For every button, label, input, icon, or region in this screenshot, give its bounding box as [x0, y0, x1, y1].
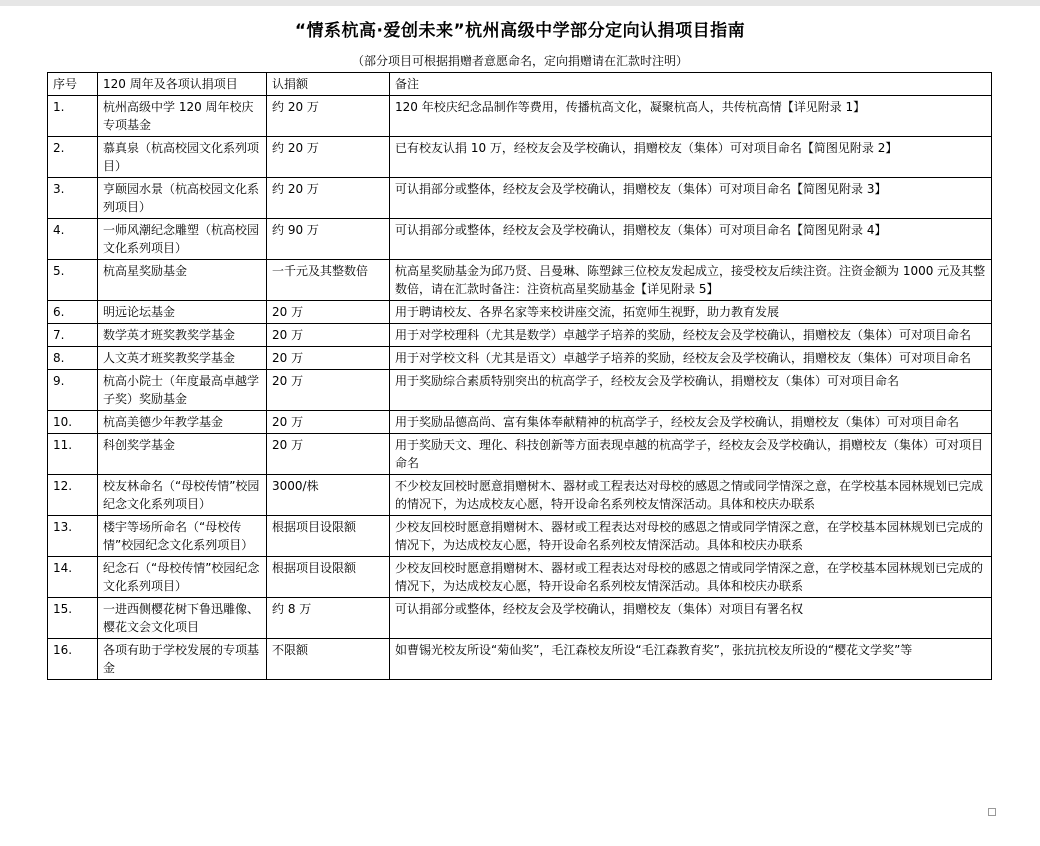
row-project: 一进西侧樱花树下鲁迅雕像、樱花文会文化项目 — [98, 598, 267, 639]
row-number: 3. — [48, 178, 98, 219]
window-top-edge — [0, 0, 1040, 6]
row-note: 可认捐部分或整体，经校友会及学校确认，捐赠校友（集体）可对项目命名【简图见附录 3】 — [390, 178, 992, 219]
row-number: 11. — [48, 434, 98, 475]
row-amount: 20 万 — [267, 324, 390, 347]
row-note: 少校友回校时愿意捐赠树木、器材或工程表达对母校的感恩之情或同学情深之意，在学校基本园林规划已完成的情况下，为达成校友心愿，特开设命名系列校友情深活动。具体和校庆办联系 — [390, 557, 992, 598]
table-row — [48, 639, 992, 680]
row-project: 慕真泉（杭高校园文化系列项目） — [98, 137, 267, 178]
table-row — [48, 475, 992, 516]
row-project: 一师风潮纪念雕塑（杭高校园文化系列项目） — [98, 219, 267, 260]
header-amount: 认捐额 — [267, 73, 390, 96]
row-note: 可认捐部分或整体，经校友会及学校确认，捐赠校友（集体）可对项目命名【简图见附录 4】 — [390, 219, 992, 260]
row-amount: 约 90 万 — [267, 219, 390, 260]
row-project: 数学英才班奖教奖学基金 — [98, 324, 267, 347]
row-number: 13. — [48, 516, 98, 557]
row-note: 用于奖励天文、理化、科技创新等方面表现卓越的杭高学子，经校友会及学校确认，捐赠校友（集体）可对项目命名 — [390, 434, 992, 475]
row-amount: 约 8 万 — [267, 598, 390, 639]
row-project: 明远论坛基金 — [98, 301, 267, 324]
row-note: 可认捐部分或整体，经校友会及学校确认，捐赠校友（集体）对项目有署名权 — [390, 598, 992, 639]
row-number: 4. — [48, 219, 98, 260]
page-subtitle: （部分项目可根据捐赠者意愿命名，定向捐赠请在汇款时注明） — [351, 54, 688, 68]
row-amount: 20 万 — [267, 411, 390, 434]
row-note: 用于奖励品德高尚、富有集体奉献精神的杭高学子，经校友会及学校确认，捐赠校友（集体）可对项目命名 — [390, 411, 992, 434]
table-row — [48, 411, 992, 434]
row-project: 校友林命名（“母校传情”校园纪念文化系列项目） — [98, 475, 267, 516]
row-number: 14. — [48, 557, 98, 598]
row-number: 6. — [48, 301, 98, 324]
row-amount: 20 万 — [267, 301, 390, 324]
header-note: 备注 — [390, 73, 992, 96]
table-row — [48, 96, 992, 137]
row-number: 16. — [48, 639, 98, 680]
row-number: 8. — [48, 347, 98, 370]
table-row — [48, 137, 992, 178]
header-project: 120 周年及各项认捐项目 — [98, 73, 267, 96]
row-project: 杭高小院士（年度最高卓越学子奖）奖励基金 — [98, 370, 267, 411]
header-number: 序号 — [48, 73, 98, 96]
row-project: 科创奖学基金 — [98, 434, 267, 475]
row-note: 120 年校庆纪念品制作等费用，传播杭高文化，凝聚杭高人，共传杭高情【详见附录 1】 — [390, 96, 992, 137]
table-row — [48, 516, 992, 557]
row-note: 用于奖励综合素质特别突出的杭高学子，经校友会及学校确认，捐赠校友（集体）可对项目命名 — [390, 370, 992, 411]
table-row — [48, 301, 992, 324]
table-row — [48, 598, 992, 639]
row-amount: 约 20 万 — [267, 137, 390, 178]
row-amount: 约 20 万 — [267, 96, 390, 137]
row-number: 5. — [48, 260, 98, 301]
row-amount: 一千元及其整数倍 — [267, 260, 390, 301]
row-number: 10. — [48, 411, 98, 434]
row-amount: 3000/株 — [267, 475, 390, 516]
row-number: 9. — [48, 370, 98, 411]
table-row — [48, 219, 992, 260]
row-project: 亨颐园水景（杭高校园文化系列项目） — [98, 178, 267, 219]
row-project: 杭高美德少年教学基金 — [98, 411, 267, 434]
table-resize-handle[interactable] — [988, 808, 996, 816]
row-amount: 约 20 万 — [267, 178, 390, 219]
table-row — [48, 557, 992, 598]
row-number: 2. — [48, 137, 98, 178]
table-header-row — [48, 73, 992, 96]
table-row — [48, 260, 992, 301]
row-note: 如曹锡光校友所设“菊仙奖”，毛江森校友所设“毛江森教育奖”，张抗抗校友所设的“樱花文学奖”等 — [390, 639, 992, 680]
donation-project-table — [47, 72, 992, 680]
row-project: 人文英才班奖教奖学基金 — [98, 347, 267, 370]
table-row — [48, 370, 992, 411]
row-project: 纪念石（“母校传情”校园纪念文化系列项目） — [98, 557, 267, 598]
page-title: “情系杭高·爱创未来”杭州高级中学部分定向认捐项目指南 — [294, 21, 746, 41]
row-number: 7. — [48, 324, 98, 347]
row-number: 12. — [48, 475, 98, 516]
row-project: 杭州高级中学 120 周年校庆专项基金 — [98, 96, 267, 137]
row-amount: 20 万 — [267, 347, 390, 370]
row-project: 楼宇等场所命名（“母校传情”校园纪念文化系列项目） — [98, 516, 267, 557]
row-note: 少校友回校时愿意捐赠树木、器材或工程表达对母校的感恩之情或同学情深之意，在学校基本园林规划已完成的情况下，为达成校友心愿，特开设命名系列校友情深活动。具体和校庆办联系 — [390, 516, 992, 557]
row-amount: 根据项目设限额 — [267, 557, 390, 598]
row-note: 用于聘请校友、各界名家等来校讲座交流，拓宽师生视野，助力教育发展 — [390, 301, 992, 324]
row-number: 15. — [48, 598, 98, 639]
table-row — [48, 434, 992, 475]
row-note: 杭高星奖励基金为邱乃贤、吕曼琳、陈塑銶三位校友发起成立，接受校友后续注资。注资金额为 1000 元及其整数倍，请在汇款时备注：注资杭高星奖励基金【详见附录 5】 — [390, 260, 992, 301]
row-note: 用于对学校理科（尤其是数学）卓越学子培养的奖励，经校友会及学校确认，捐赠校友（集体）可对项目命名 — [390, 324, 992, 347]
row-note: 不少校友回校时愿意捐赠树木、器材或工程表达对母校的感恩之情或同学情深之意，在学校基本园林规划已完成的情况下，为达成校友心愿，特开设命名系列校友情深活动。具体和校庆办联系 — [390, 475, 992, 516]
row-number: 1. — [48, 96, 98, 137]
row-project: 杭高星奖励基金 — [98, 260, 267, 301]
row-amount: 20 万 — [267, 370, 390, 411]
table-row — [48, 347, 992, 370]
table-row — [48, 178, 992, 219]
row-note: 已有校友认捐 10 万，经校友会及学校确认，捐赠校友（集体）可对项目命名【简图见附录 2】 — [390, 137, 992, 178]
row-project: 各项有助于学校发展的专项基金 — [98, 639, 267, 680]
row-amount: 根据项目设限额 — [267, 516, 390, 557]
row-amount: 20 万 — [267, 434, 390, 475]
table-row — [48, 324, 992, 347]
row-amount: 不限额 — [267, 639, 390, 680]
row-note: 用于对学校文科（尤其是语文）卓越学子培养的奖励，经校友会及学校确认，捐赠校友（集体）可对项目命名 — [390, 347, 992, 370]
